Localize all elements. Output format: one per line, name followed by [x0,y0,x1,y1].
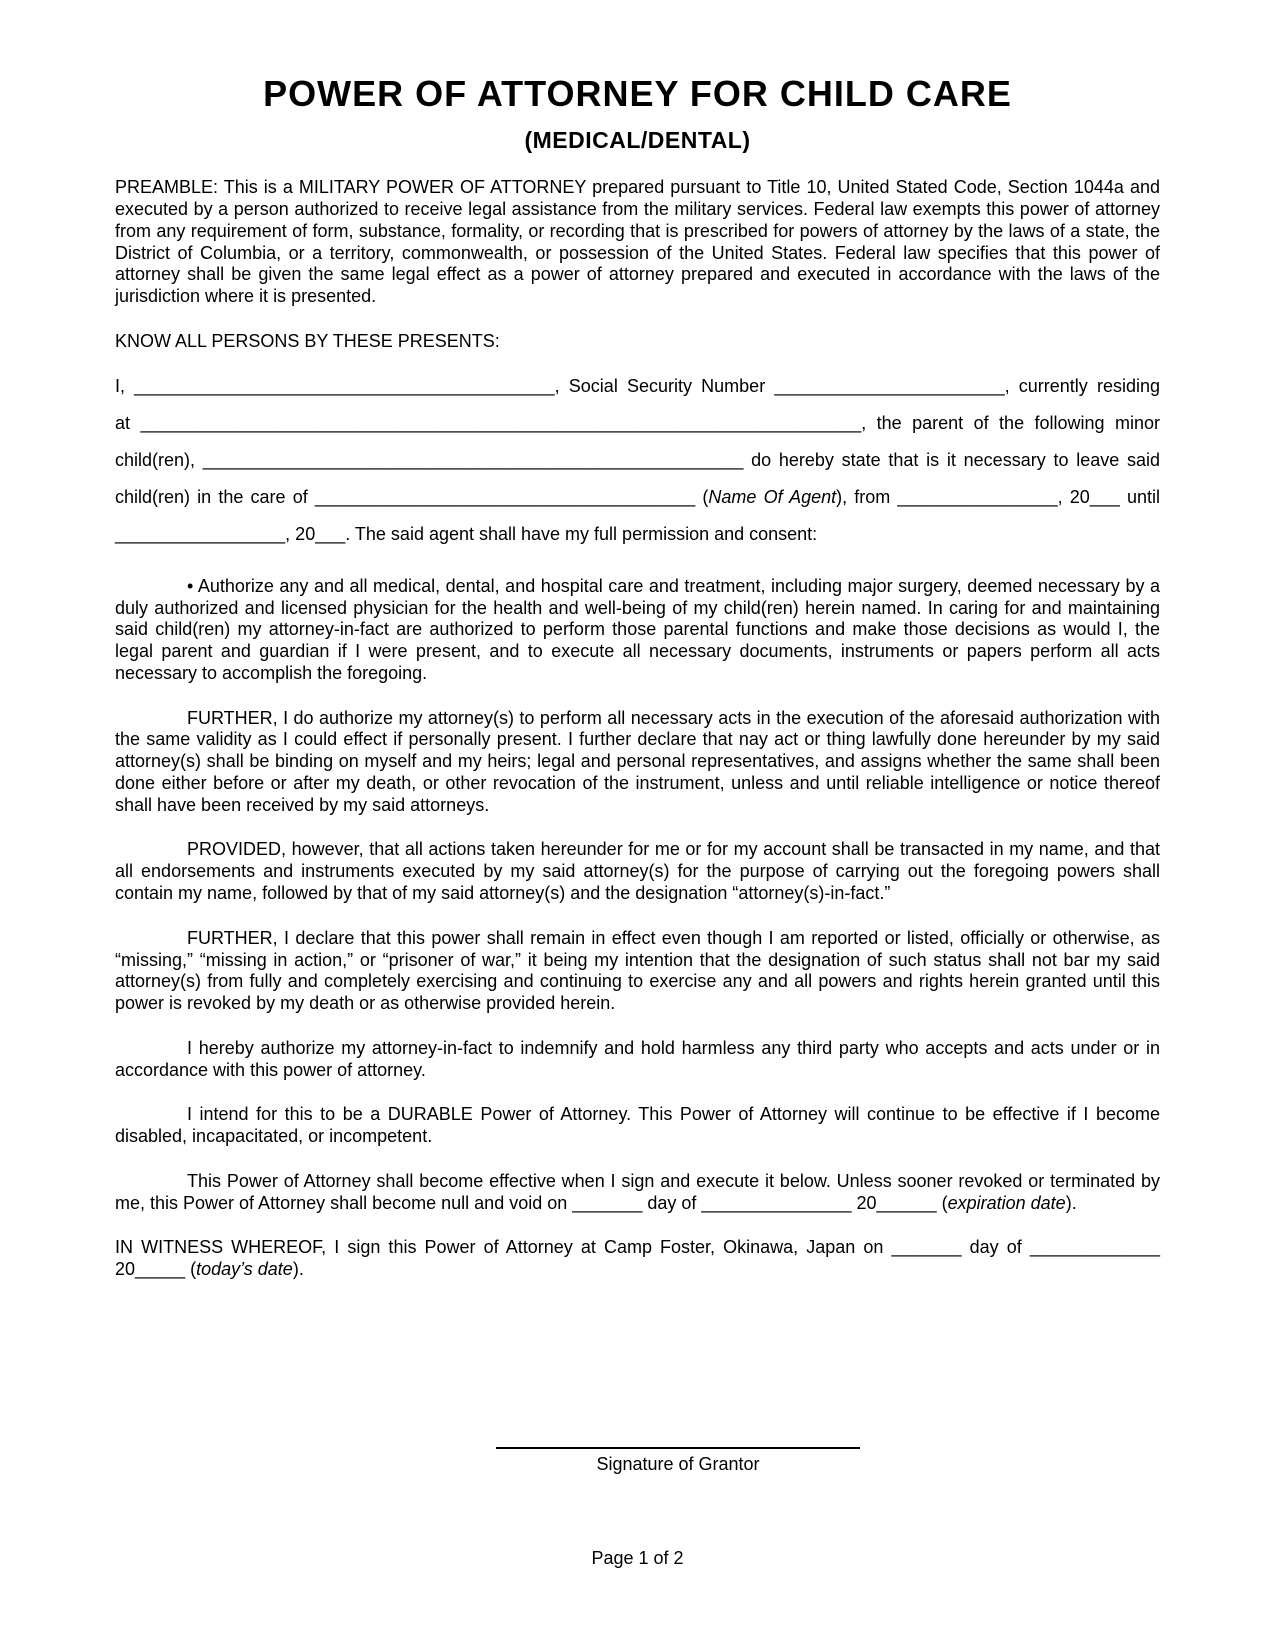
witness-paragraph-text-2: ). [292,1259,304,1280]
authorize-paragraph: • Authorize any and all medical, dental, and hospital care and treatment, including major surgery, deemed necessary by a duly authorized and licensed physician for the health and well-being of my child(ren) herein named. In caring for and maintaining said child(ren) my attorney-in-fact are authorized to perform those parental functions and make those decisions as would I, the legal parent and guardian if I were present, and to execute all necessary documents, instruments or papers perform all acts necessary to accomplish the foregoing. [115,575,1160,683]
todays-date-label: today’s date [196,1259,293,1280]
further-paragraph-1: FURTHER, I do authorize my attorney(s) to perform all necessary acts in the execution of the aforesaid authorization with the same validity as I could effect if personally present. I further declare that nay act or thing lawfully done hereunder by my said attorney(s) shall be binding on myself and my heirs; legal and personal representatives, and assigns whether the same shall been done either before or after my death, or other revocation of the instrument, unless and until reliable intelligence or notice thereof shall have been received by my said attorneys. [115,707,1160,815]
page-subtitle: (MEDICAL/DENTAL) [524,126,751,153]
effective-paragraph-text: This Power of Attorney shall become effective when I sign and execute it below. Unless sooner revoked or terminated by me, this Power of Attorney shall become null and void on _______ day of _______________ 20______ ( [115,1170,1160,1213]
signature-block [496,1447,860,1476]
fill-in-line-children: child(ren), ______________________________________________________ do hereby state that is it necessary to leave said [115,449,1160,470]
fill-in-line-identity: I, __________________________________________, Social Security Number _______________________, currently residing [115,375,1160,396]
fill-in-line-address: at ________________________________________________________________________, the parent of the following minor [115,412,1160,433]
effective-paragraph-text-2: ). [1065,1192,1077,1213]
page-footer: Page 1 of 2 [591,1547,684,1568]
witness-paragraph-text: IN WITNESS WHEREOF, I sign this Power of Attorney at Camp Foster, Okinawa, Japan on _______ day of _____________ 20_____ ( [115,1237,1160,1280]
fill-in-section [115,368,1160,553]
signature-label: Signature of Grantor [596,1453,760,1474]
preamble-paragraph: PREAMBLE: This is a MILITARY POWER OF ATTORNEY prepared pursuant to Title 10, United Stated Code, Section 1044a and executed by a person authorized to receive legal assistance from the military services. Federal law exempts this power of attorney from any requirement of form, substance, formality, or recording that is prescribed for powers of attorney by the laws of a state, the District of Columbia, or a territory, commonwealth, or possession of the United States. Federal law specifies that this power of attorney shall be given the same legal effect as a power of attorney prepared and executed in accordance with the laws of the jurisdiction where it is presented. [115,177,1160,307]
fill-in-line-agent-text-2: ), from ________________, 20___ until [836,486,1160,507]
fill-in-line-agent [115,479,1160,516]
further-paragraph-2: FURTHER, I declare that this power shall remain in effect even though I am reported or listed, officially or otherwise, as “missing,” “missing in action,” or “prisoner of war,” it being my intention that the designation of such status shall not bar my said attorney(s) from fully and completely exercising and continuing to exercise any and all powers and rights herein granted until this power is revoked by my death or as otherwise provided herein. [115,927,1160,1014]
name-of-agent-label: Name Of Agent [708,486,837,507]
effective-paragraph [115,1171,1160,1215]
provided-paragraph: PROVIDED, however, that all actions taken hereunder for me or for my account shall be transacted in my name, and that all endorsements and instruments executed by my said attorney(s) for the purpose of carrying out the foregoing powers shall contain my name, followed by that of my said attorney(s) and the designation “attorney(s)-in-fact.” [115,839,1160,903]
expiration-date-label: expiration date [947,1192,1066,1213]
fill-in-line-agent-text: child(ren) in the care of ______________________________________ ( [115,486,709,507]
fill-in-line-dates: _________________, 20___. The said agent shall have my full permission and consent: [115,523,818,544]
indemnify-paragraph: I hereby authorize my attorney-in-fact to indemnify and hold harmless any third party who accepts and acts under or in accordance with this power of attorney. [115,1037,1160,1080]
know-all-heading: KNOW ALL PERSONS BY THESE PRESENTS: [115,331,500,352]
page-title: POWER OF ATTORNEY FOR CHILD CARE [263,73,1012,114]
signature-line [496,1447,860,1449]
witness-paragraph [115,1237,1160,1281]
durable-paragraph: I intend for this to be a DURABLE Power of Attorney. This Power of Attorney will continue to be effective if I become disabled, incapacitated, or incompetent. [115,1104,1160,1147]
